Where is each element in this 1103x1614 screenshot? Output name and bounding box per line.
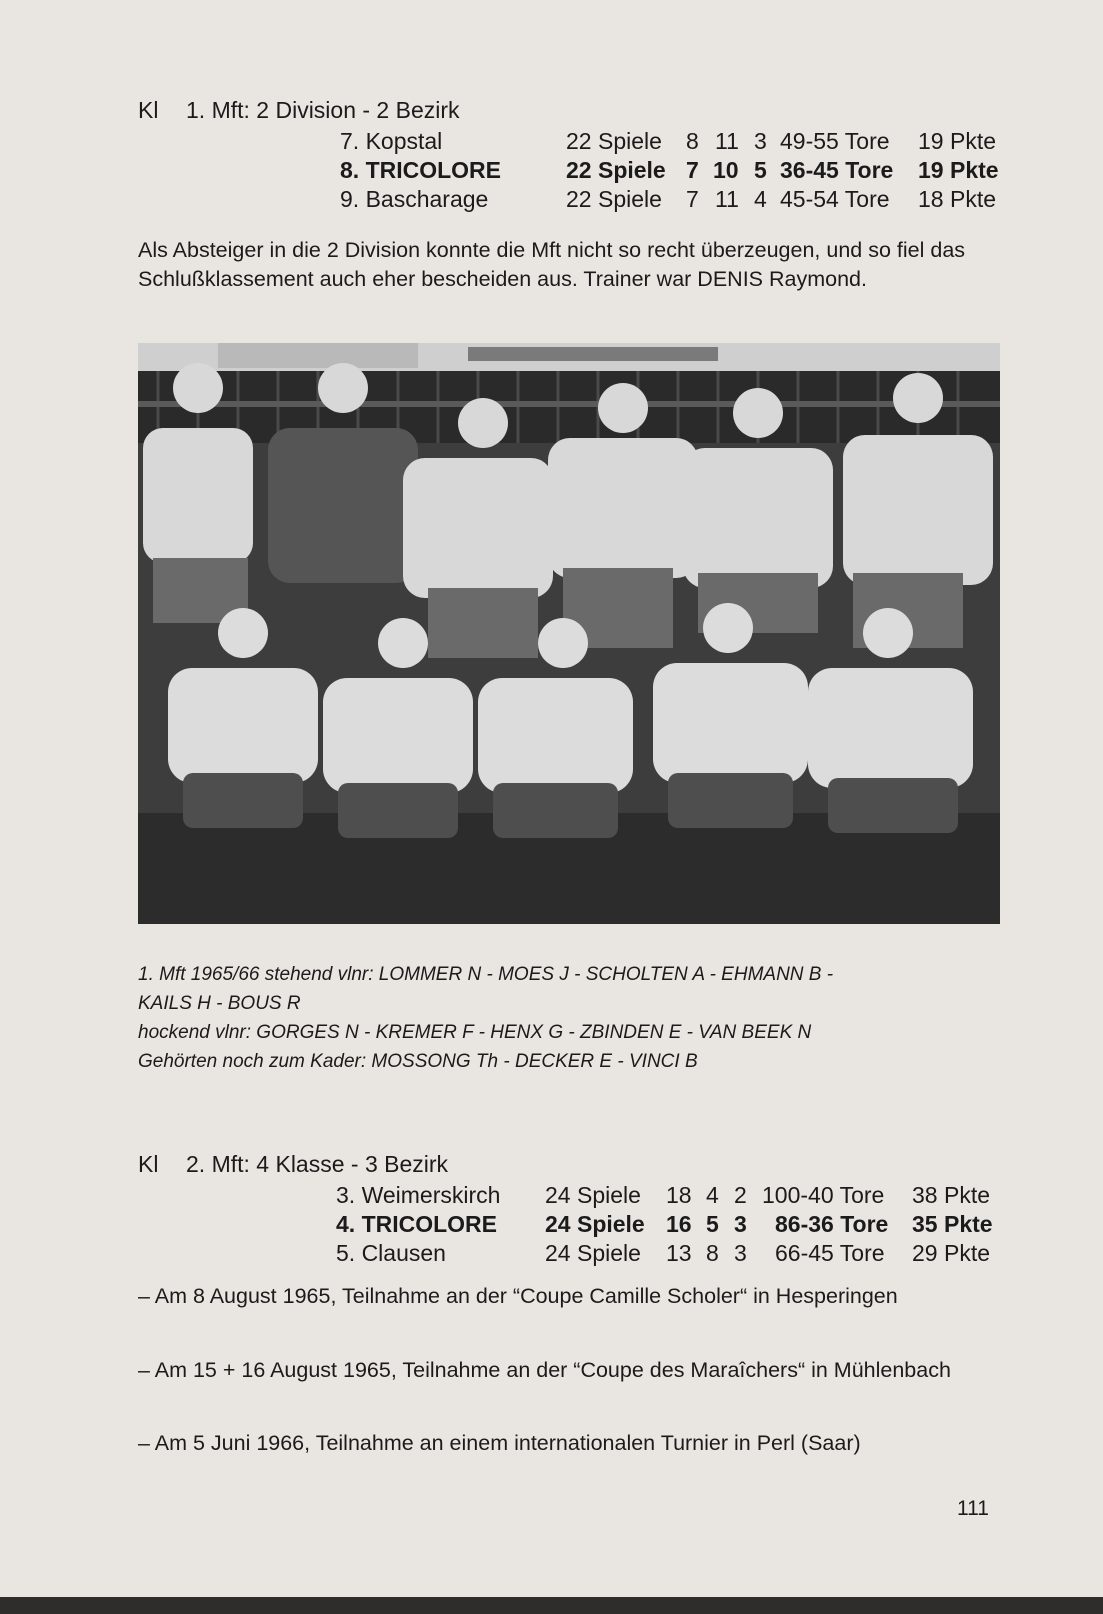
standings-row: [0, 1182, 1103, 1211]
team-name: 4. TRICOLORE: [336, 1211, 498, 1237]
standings-row-highlight: [0, 1211, 1103, 1240]
goals: 45-54 Tore: [780, 186, 890, 212]
points: 35 Pkte: [912, 1211, 993, 1237]
goals: 49-55 Tore: [780, 128, 890, 154]
team-name: 3. Weimerskirch: [336, 1182, 501, 1208]
page-number: 111: [957, 1497, 989, 1520]
goals: 86-36 Tore: [775, 1211, 889, 1237]
caption-line: 1. Mft 1965/66 stehend vlnr: LOMMER N - MOES J - SCHOLTEN A - EHMANN B -: [138, 964, 834, 985]
standings-row: [0, 128, 1103, 157]
section1-standings: [0, 128, 1103, 215]
games: 22 Spiele: [566, 157, 666, 183]
goals: 36-45 Tore: [780, 157, 894, 183]
games: 24 Spiele: [545, 1182, 641, 1208]
points: 38 Pkte: [912, 1182, 990, 1208]
points: 18 Pkte: [918, 186, 996, 212]
draws: 11: [715, 128, 739, 154]
losses: 5: [754, 157, 767, 183]
scan-edge-bar: [0, 1597, 1103, 1614]
team-name: 5. Clausen: [336, 1240, 446, 1266]
standings-row: [0, 1240, 1103, 1269]
event-item: – Am 5 Juni 1966, Teilnahme an einem internationalen Turnier in Perl (Saar): [138, 1431, 861, 1455]
wins: 18: [666, 1182, 692, 1208]
section1-kl: Kl: [138, 97, 159, 123]
section2-standings: [0, 1182, 1103, 1269]
losses: 3: [754, 128, 767, 154]
team-photo: [138, 343, 1000, 924]
team-name: 9. Bascharage: [340, 186, 489, 212]
goals: 100-40 Tore: [762, 1182, 885, 1208]
draws: 10: [713, 157, 739, 183]
standings-row-highlight: [0, 157, 1103, 186]
section1-paragraph: Als Absteiger in die 2 Division konnte die Mft nicht so recht überzeugen, und so fiel das Schlußklassement auch eher bescheiden aus. Trainer war DENIS Raymond.: [138, 238, 966, 291]
losses: 2: [734, 1182, 747, 1208]
draws: 11: [715, 186, 739, 212]
caption-line: Gehörten noch zum Kader: MOSSONG Th - DECKER E - VINCI B: [138, 1051, 698, 1072]
wins: 7: [686, 186, 699, 212]
section2-kl: Kl: [138, 1151, 159, 1177]
losses: 3: [734, 1240, 747, 1266]
wins: 13: [666, 1240, 692, 1266]
team-name: 7. Kopstal: [340, 128, 443, 154]
games: 24 Spiele: [545, 1240, 641, 1266]
points: 19 Pkte: [918, 128, 996, 154]
games: 24 Spiele: [545, 1211, 645, 1237]
draws: 8: [706, 1240, 719, 1266]
section2-title: 2. Mft: 4 Klasse - 3 Bezirk: [186, 1151, 449, 1177]
points: 19 Pkte: [918, 157, 999, 183]
wins: 8: [686, 128, 699, 154]
caption-line: hockend vlnr: GORGES N - KREMER F - HENX G - ZBINDEN E - VAN BEEK N: [138, 1022, 812, 1043]
section2-heading: [138, 1151, 448, 1178]
games: 22 Spiele: [566, 128, 662, 154]
wins: 16: [666, 1211, 692, 1237]
section1-heading: [138, 97, 460, 124]
draws: 5: [706, 1211, 719, 1237]
section1-title: 1. Mft: 2 Division - 2 Bezirk: [186, 97, 460, 123]
losses: 4: [754, 186, 767, 212]
wins: 7: [686, 157, 699, 183]
standings-row: [0, 186, 1103, 215]
points: 29 Pkte: [912, 1240, 990, 1266]
draws: 4: [706, 1182, 719, 1208]
goals: 66-45 Tore: [775, 1240, 885, 1266]
losses: 3: [734, 1211, 747, 1237]
event-item: – Am 15 + 16 August 1965, Teilnahme an der “Coupe des Maraîchers“ in Mühlenbach: [138, 1358, 951, 1382]
team-photo-illustration: [138, 343, 1000, 924]
team-name: 8. TRICOLORE: [340, 157, 502, 183]
games: 22 Spiele: [566, 186, 662, 212]
photo-caption: [138, 960, 1008, 1076]
caption-line: KAILS H - BOUS R: [138, 993, 301, 1014]
event-item: – Am 8 August 1965, Teilnahme an der “Coupe Camille Scholer“ in Hesperingen: [138, 1284, 898, 1308]
